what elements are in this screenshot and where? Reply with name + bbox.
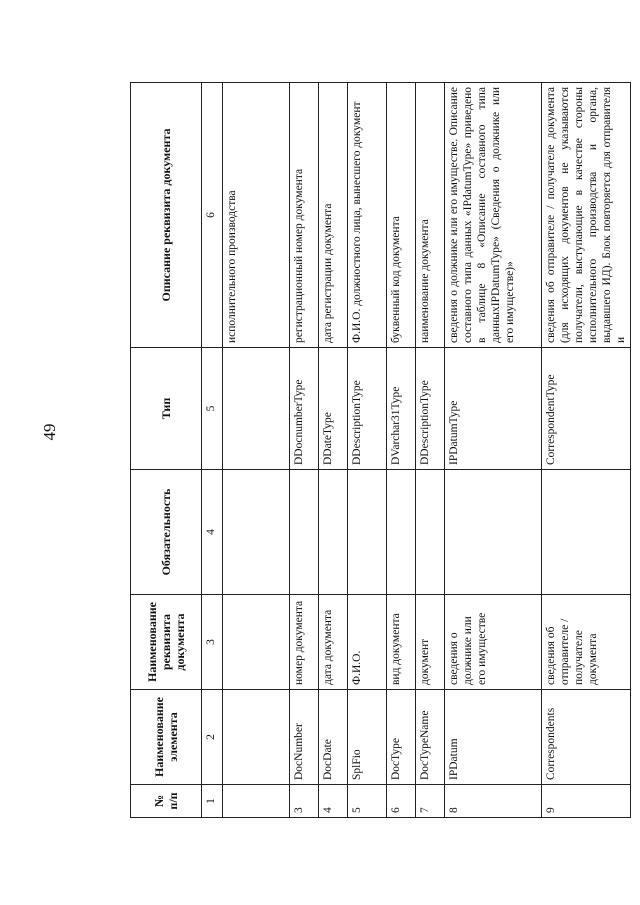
row-number: 7 xyxy=(416,785,445,818)
column-number: 2 xyxy=(202,690,223,785)
element-name: Correspondents xyxy=(542,690,631,785)
row-number: 9 xyxy=(542,785,631,818)
requisite-name: сведения о должнике или его имуществе xyxy=(445,595,542,690)
column-number-row xyxy=(202,83,223,818)
element-name: DocDate xyxy=(319,690,348,785)
requisite-name: номер документа xyxy=(290,595,319,690)
column-number: 4 xyxy=(202,470,223,595)
description: наименование документа xyxy=(416,83,445,348)
type: DDateType xyxy=(319,348,348,470)
header-number: № п/п xyxy=(131,785,202,818)
table-row xyxy=(223,83,290,818)
requisite-name xyxy=(223,595,290,690)
type: DDocnumberType xyxy=(290,348,319,470)
header-description: Описание реквизита документа xyxy=(131,83,202,348)
obligatoriness xyxy=(319,470,348,595)
obligatoriness xyxy=(445,470,542,595)
row-number: 3 xyxy=(290,785,319,818)
description: буквенный код документа xyxy=(387,83,416,348)
obligatoriness xyxy=(290,470,319,595)
table-row xyxy=(290,83,319,818)
row-number xyxy=(223,785,290,818)
obligatoriness xyxy=(387,470,416,595)
description: Ф.И.О. должностного лица, вынесшего документ xyxy=(348,83,387,348)
header-obligatoriness: Обязательность xyxy=(131,470,202,595)
obligatoriness xyxy=(348,470,387,595)
table-row xyxy=(348,83,387,818)
row-number: 8 xyxy=(445,785,542,818)
description: регистрационный номер документа xyxy=(290,83,319,348)
element-name: DocNumber xyxy=(290,690,319,785)
column-number: 1 xyxy=(202,785,223,818)
element-name: DocType xyxy=(387,690,416,785)
element-name: IPDatum xyxy=(445,690,542,785)
description: дата регистрации документа xyxy=(319,83,348,348)
type: DVarchar31Type xyxy=(387,348,416,470)
header-element-name: Наименование элемента xyxy=(131,690,202,785)
requisite-name: Ф.И.О. xyxy=(348,595,387,690)
table-row xyxy=(445,83,542,818)
rotated-table-container xyxy=(130,83,627,818)
requisite-name: дата документа xyxy=(319,595,348,690)
obligatoriness xyxy=(416,470,445,595)
table-row xyxy=(387,83,416,818)
row-number: 4 xyxy=(319,785,348,818)
header-requisite-name: Наименование реквизита документа xyxy=(131,595,202,690)
type: DDescriptionType xyxy=(348,348,387,470)
obligatoriness xyxy=(223,470,290,595)
element-name: DocTypeName xyxy=(416,690,445,785)
row-number: 6 xyxy=(387,785,416,818)
type: CorrespondentType xyxy=(542,348,631,470)
column-number: 6 xyxy=(202,83,223,348)
requisite-name: вид документа xyxy=(387,595,416,690)
column-number: 3 xyxy=(202,595,223,690)
table-row xyxy=(416,83,445,818)
requisites-table xyxy=(130,82,631,818)
requisite-name: сведения об отправителе / получателе документа xyxy=(542,595,631,690)
column-number: 5 xyxy=(202,348,223,470)
description: сведения о должнике или его имуществе. Описание составного типа данных «IPdatumType» приведено в таблице 8 «Описание составного типа данныхIPDatumType» (Сведения о должнике или его имуществе)» xyxy=(445,83,542,348)
description: сведения об отправителе / получателе документа (для исходящих документов не указываются получатели, выступающие в качестве стороны исполнительного производства и органа, выдавшего ИД). Блок повторяется для отправителя и xyxy=(542,83,631,348)
table-row xyxy=(319,83,348,818)
header-type: Тип xyxy=(131,348,202,470)
obligatoriness xyxy=(542,470,631,595)
description: исполнительного производства xyxy=(223,83,290,348)
type: DDescriptionType xyxy=(416,348,445,470)
row-number: 5 xyxy=(348,785,387,818)
requisite-name: документ xyxy=(416,595,445,690)
element-name: SplFio xyxy=(348,690,387,785)
table-header-row xyxy=(131,83,202,818)
element-name xyxy=(223,690,290,785)
type: IPDatumType xyxy=(445,348,542,470)
type xyxy=(223,348,290,470)
table-row xyxy=(542,83,631,818)
